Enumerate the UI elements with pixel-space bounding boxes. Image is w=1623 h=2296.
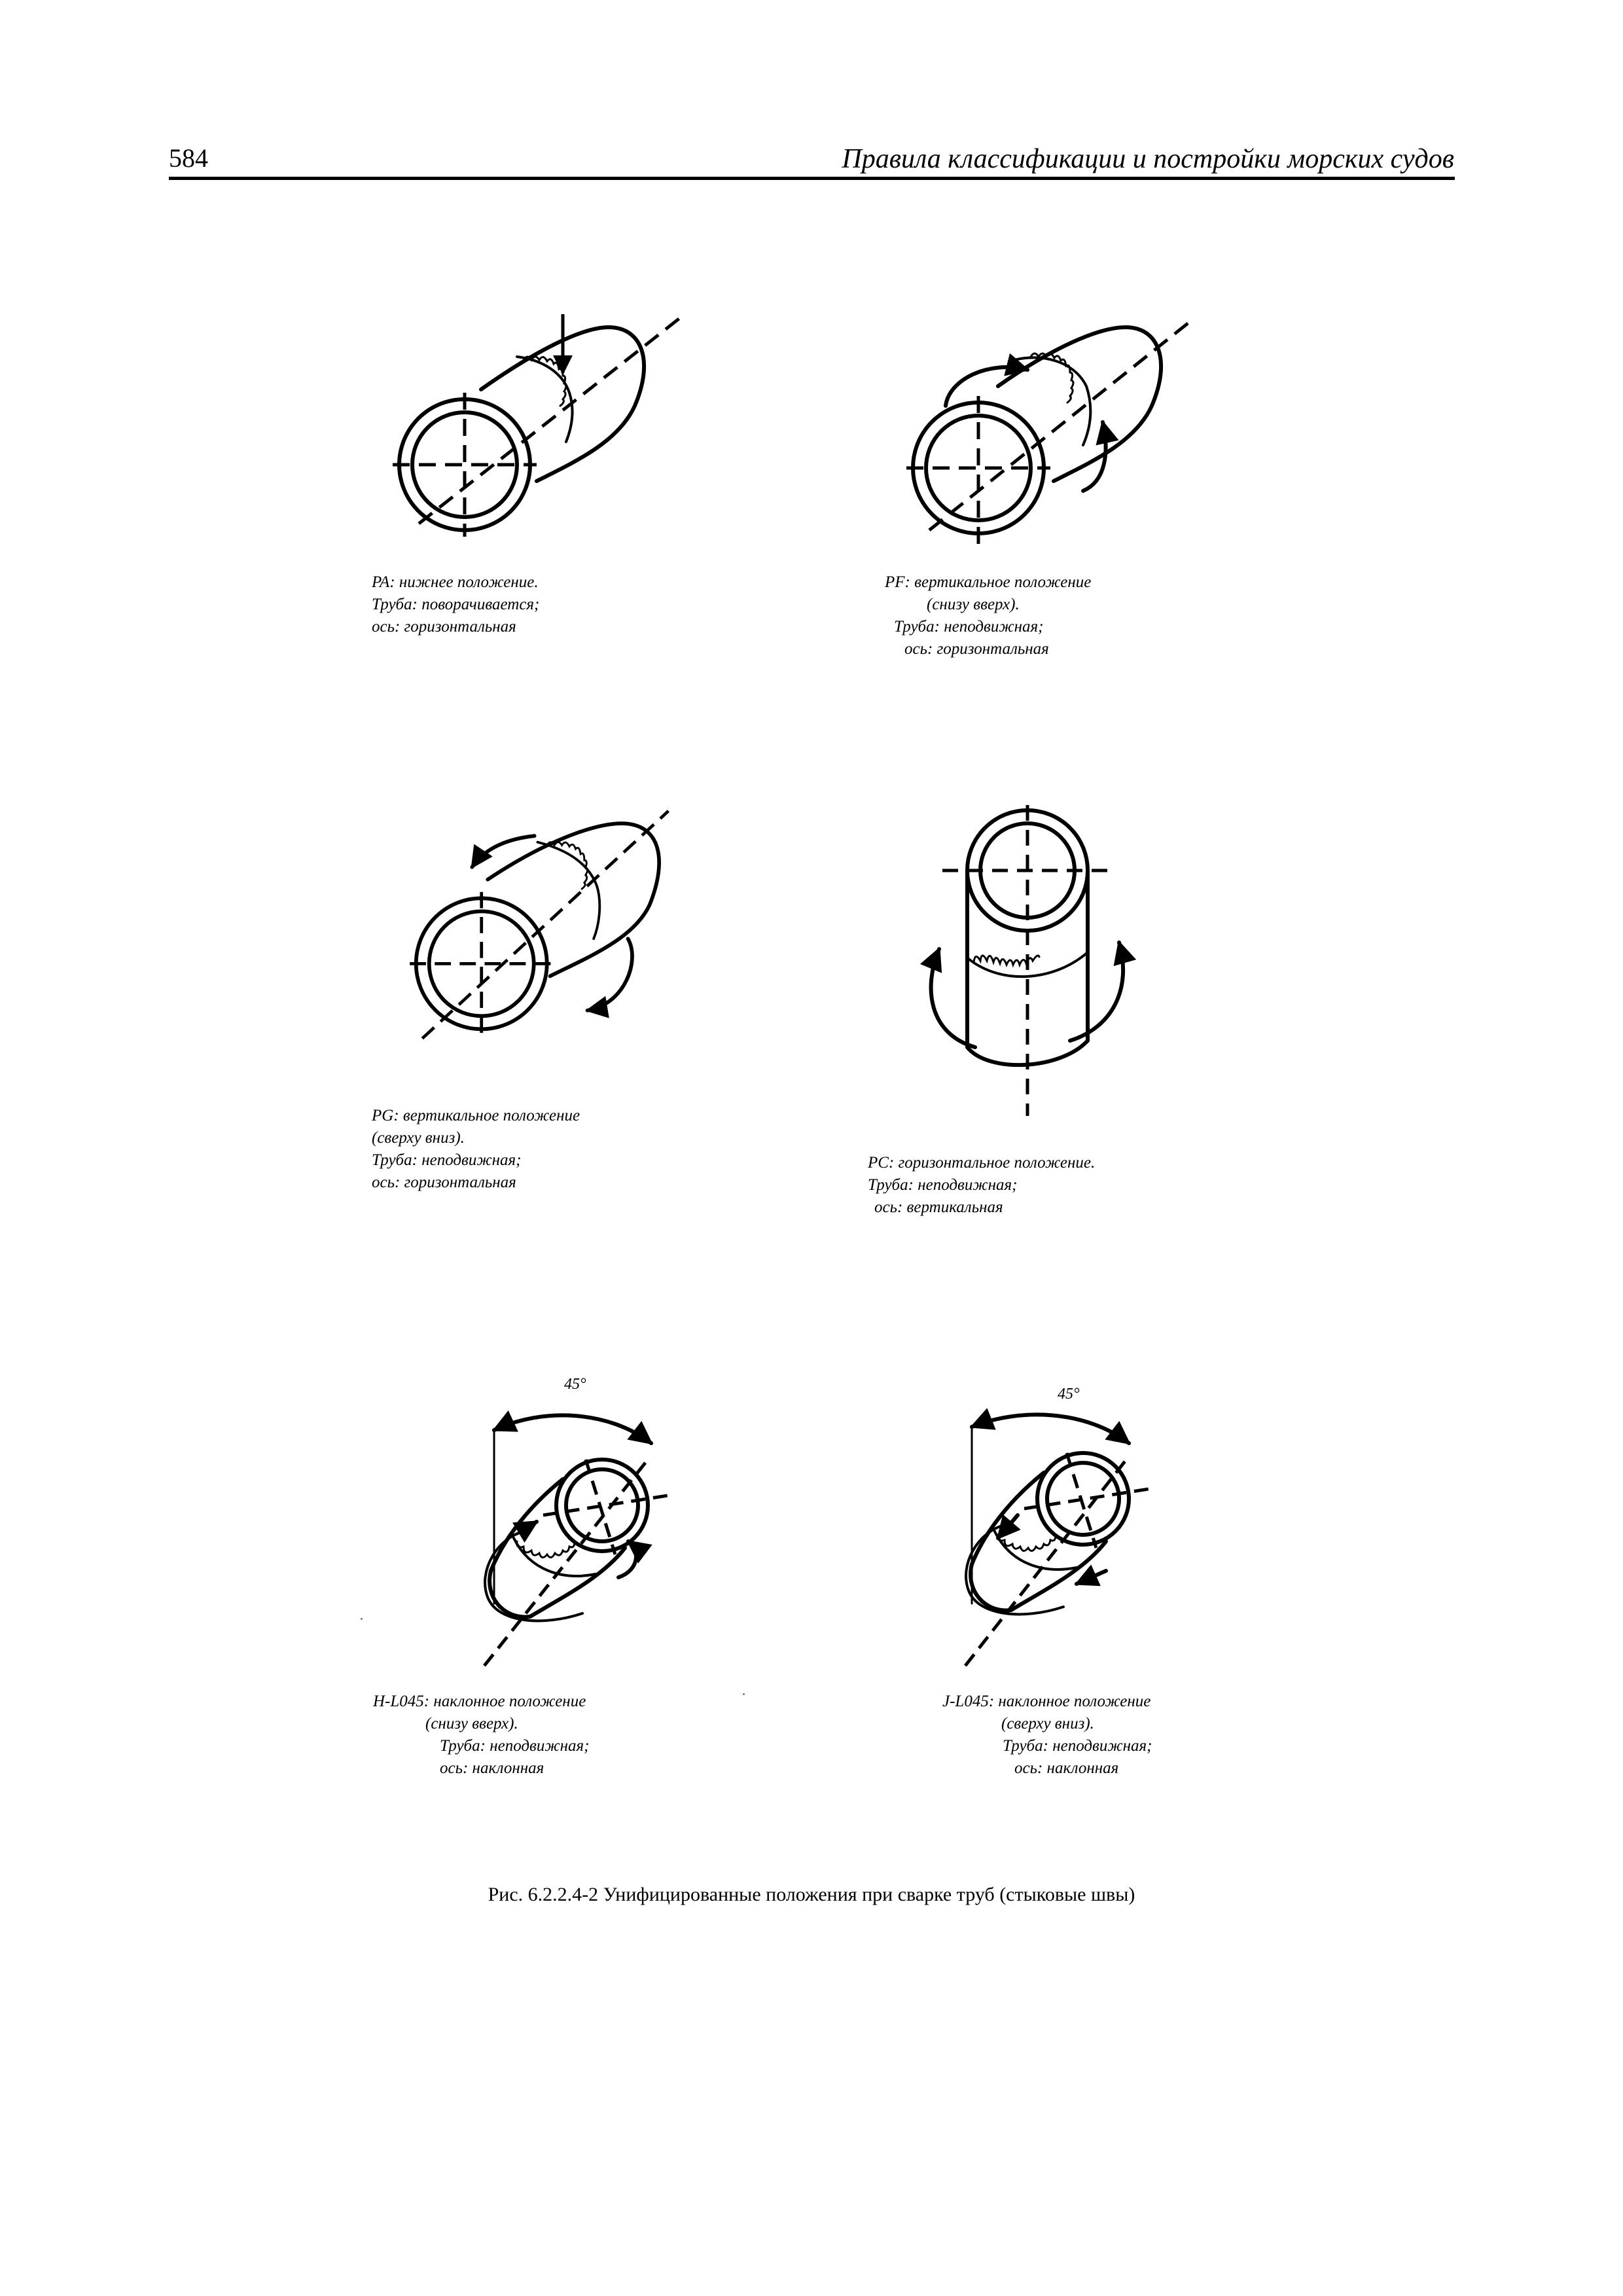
scan-speck — [743, 1693, 745, 1695]
caption-line: ось: наклонная — [1014, 1759, 1119, 1777]
caption-line: Труба: неподвижная; — [1003, 1737, 1152, 1755]
caption-line: H-L045: наклонное положение — [373, 1693, 586, 1710]
angle-label-hl045: 45° — [564, 1376, 586, 1393]
caption-line: (снизу вверх). — [425, 1715, 518, 1732]
scan-speck — [361, 1618, 363, 1620]
caption-line: (снизу вверх). — [927, 596, 1020, 613]
caption-line: PG: вертикальное положение — [372, 1107, 580, 1124]
caption-line: ось: горизонтальная — [372, 618, 516, 636]
caption-line: Труба: неподвижная; — [868, 1176, 1018, 1194]
figure-pc — [903, 805, 1145, 1119]
pg-pipe-drawing — [386, 798, 726, 1060]
caption-line: J-L045: наклонное положение — [942, 1693, 1151, 1710]
caption-line: PA: нижнее положение. — [372, 573, 539, 591]
figure-pf — [883, 308, 1224, 569]
caption-hl045 — [373, 1691, 589, 1780]
figure-caption: Рис. 6.2.2.4-2 Унифицированные положения при сварке труб (стыковые швы) — [488, 1884, 1135, 1905]
jl045-pipe-drawing — [929, 1407, 1165, 1682]
caption-line: PC: горизонтальное положение. — [868, 1154, 1096, 1172]
caption-line: ось: горизонтальная — [904, 640, 1049, 658]
caption-line: (сверху вниз). — [1001, 1715, 1094, 1732]
caption-line: Труба: неподвижная; — [440, 1737, 590, 1755]
running-header: Правила классификации и постройки морских судов — [842, 144, 1454, 174]
page-number: 584 — [169, 143, 208, 173]
caption-line: Труба: неподвижная; — [894, 618, 1044, 636]
caption-line: Труба: поворачивается; — [372, 596, 540, 613]
figure-hl045 — [452, 1401, 687, 1676]
header-rule — [169, 177, 1455, 180]
caption-pg — [372, 1105, 580, 1194]
caption-line: PF: вертикальное положение — [885, 573, 1092, 591]
caption-pc — [868, 1152, 1095, 1219]
pf-pipe-drawing — [883, 308, 1224, 569]
caption-jl045 — [942, 1691, 1152, 1780]
pc-pipe-drawing — [903, 805, 1145, 1119]
figure-jl045 — [929, 1407, 1165, 1682]
caption-line: (сверху вниз). — [372, 1129, 465, 1147]
caption-line: ось: горизонтальная — [372, 1174, 516, 1191]
figure-pa — [366, 301, 707, 563]
caption-line: ось: наклонная — [440, 1759, 544, 1777]
caption-pf — [885, 571, 1091, 660]
caption-line: ось: вертикальная — [874, 1198, 1003, 1216]
pa-pipe-drawing — [366, 301, 707, 563]
figure-pg — [386, 798, 726, 1060]
hl045-pipe-drawing — [452, 1401, 687, 1676]
angle-label-jl045: 45° — [1058, 1386, 1080, 1403]
caption-line: Труба: неподвижная; — [372, 1151, 522, 1169]
caption-pa — [372, 571, 539, 638]
